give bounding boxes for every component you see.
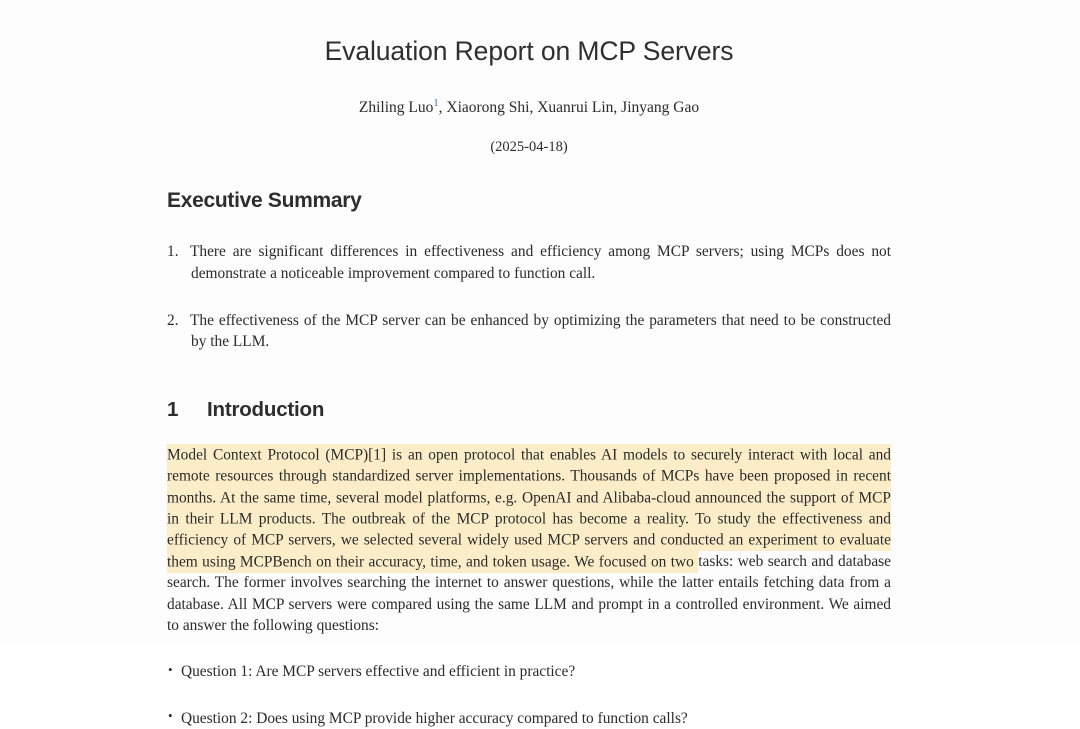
- paragraph-remainder: tasks: web search and database search. The former involves searching the internet to answer questions, while the latter entails fetching data from a database. All MCP servers were compared using the same LLM and prompt in a controlled environment. We aimed to answer the following questions:: [167, 553, 891, 635]
- heading-introduction: [167, 353, 891, 423]
- introduction-paragraph: [167, 422, 891, 636]
- list-item: [167, 661, 891, 682]
- question-list: [167, 661, 891, 729]
- list-item-text: Question 2: Does using MCP provide higher accuracy compared to function calls?: [181, 709, 688, 727]
- author-rest: , Xiaorong Shi, Xuanrui Lin, Jinyang Gao: [438, 98, 700, 116]
- page-title: Evaluation Report on MCP Servers: [324, 36, 734, 66]
- list-item-marker: 1.: [167, 243, 179, 261]
- document-date: (2025-04-18): [490, 138, 568, 155]
- list-item: [167, 708, 891, 729]
- list-item-text: There are significant differences in effectiveness and efficiency among MCP servers; using MCPs does not demonstrate a noticeable improvement compared to function call.: [190, 243, 891, 282]
- bullet-icon: •: [168, 661, 173, 677]
- list-item-marker: 2.: [167, 312, 179, 329]
- section-number: 1: [167, 397, 179, 421]
- section-title: Introduction: [207, 397, 325, 421]
- list-item: [167, 241, 891, 284]
- list-item-text: Question 1: Are MCP servers effective and efficient in practice?: [181, 663, 576, 681]
- list-item: [167, 310, 891, 353]
- highlighted-text: Model Context Protocol (MCP)[1] is an open protocol that enables AI models to securely interact with local and remote resources through standardized server implementations. Thousands of MCPs have been proposed in recent months. At the same time, several model platforms, e.g. OpenAI and Alibaba-cloud announced the support of MCP in their LLM products. The outbreak of the MCP protocol has become a reality. To study the effectiveness and efficiency of MCP servers, we selected several widely used MCP servers and conducted an experiment to evaluate them using MCPBench on their accuracy, time, and token usage. We focused on two: [167, 444, 891, 573]
- author-first: Zhiling Luo: [358, 98, 434, 116]
- heading-executive-summary: Executive Summary: [167, 188, 362, 212]
- author-line: [167, 68, 891, 118]
- document-column: [167, 0, 891, 729]
- author-footnote-marker[interactable]: 1: [433, 97, 439, 109]
- bullet-icon: •: [168, 708, 173, 724]
- executive-summary-list: [167, 241, 891, 353]
- list-item-text: The effectiveness of the MCP server can be enhanced by optimizing the parameters that need to be constructed by the LLM.: [190, 312, 891, 351]
